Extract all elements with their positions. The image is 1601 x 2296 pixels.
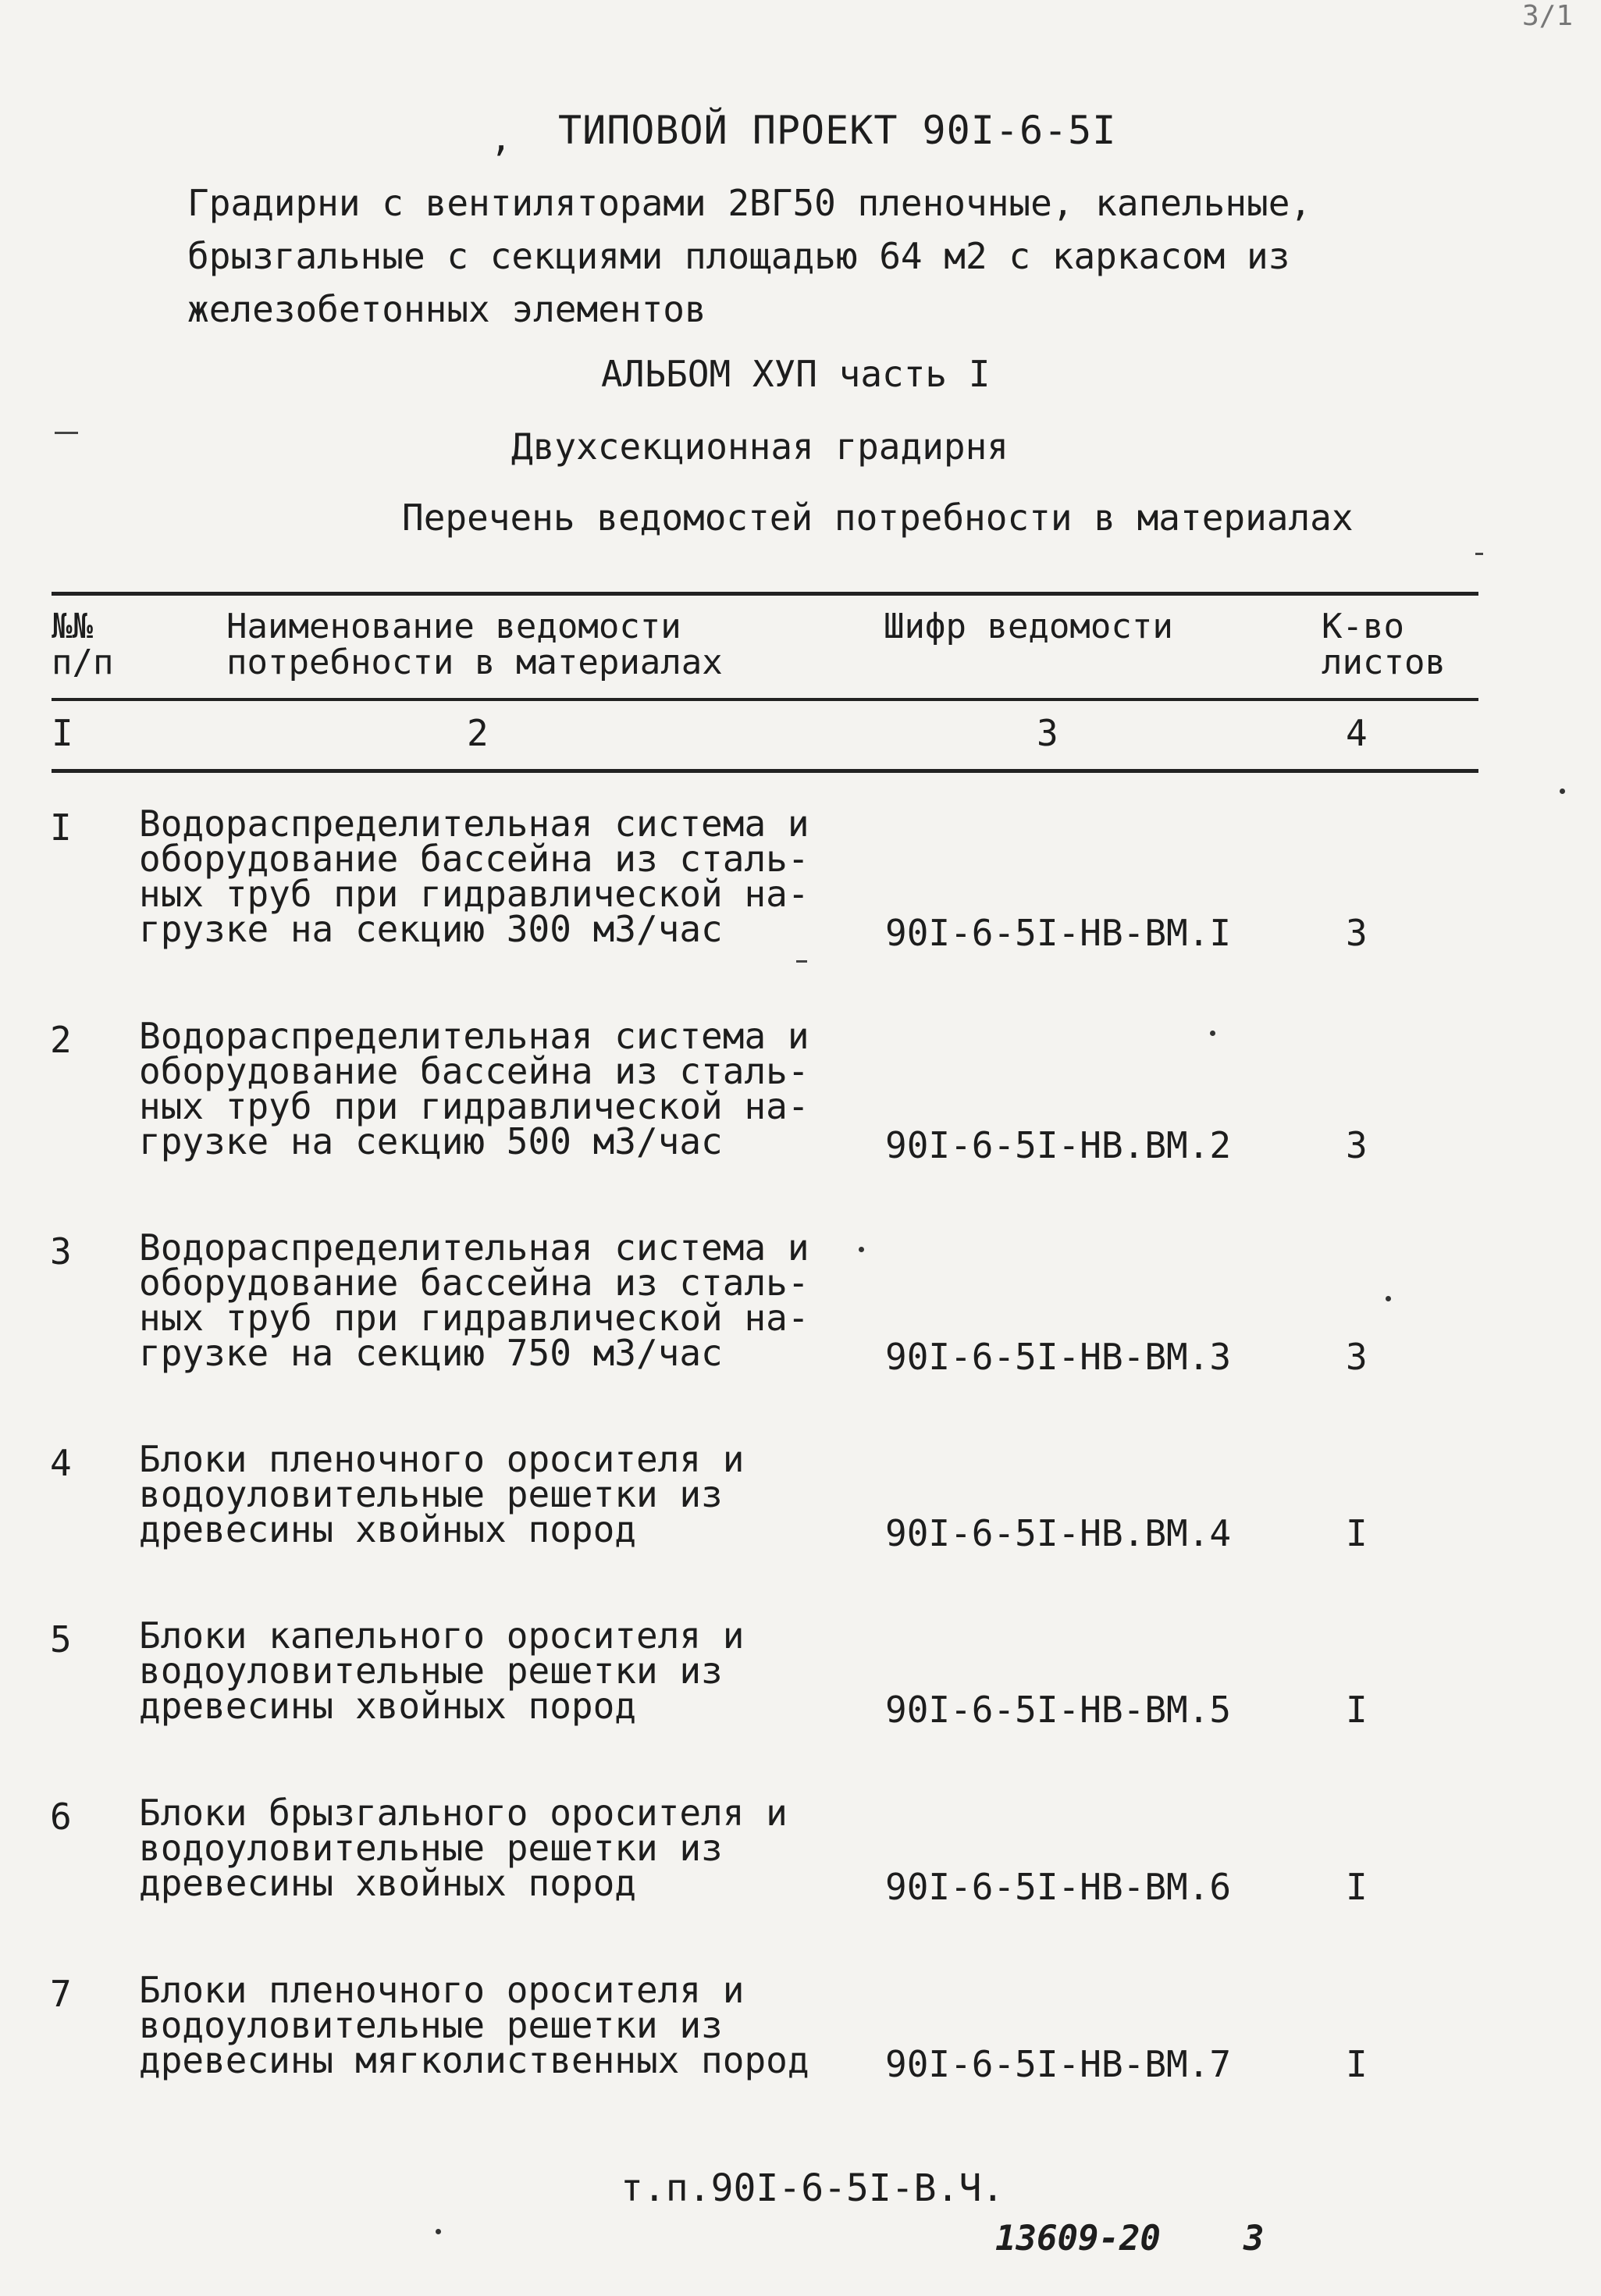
table-row (0, 1792, 1601, 1999)
row-sheet-count: I (1346, 1512, 1368, 1554)
header-number: №№ п/п (52, 607, 114, 682)
row-sheet-count: 3 (1346, 1336, 1368, 1378)
row-number: 4 (50, 1442, 72, 1484)
row-name: Водораспределительная система и оборудование бассейна из сталь- ных труб при гидравлической на- грузке на секцию 750 м3/час (139, 1226, 809, 1374)
row-number: 2 (50, 1019, 72, 1061)
row-code: 90I-6-5I-НВ.ВМ.2 (885, 1124, 1232, 1166)
row-name: Блоки пленочного оросителя и водоуловительные решетки из древесины мягколиственных пород (139, 1969, 809, 2081)
row-code: 90I-6-5I-НВ.ВМ.4 (885, 1512, 1232, 1554)
header-name: Наименование ведомости потребности в материалах (226, 607, 723, 682)
scan-speck (436, 2229, 441, 2234)
scan-mark (796, 960, 807, 963)
table-row (0, 1015, 1601, 1222)
table-top-rule (52, 592, 1478, 596)
album-label: АЛЬБОМ ХУП часть I (601, 353, 991, 395)
document-subtitle: Градирни с вентиляторами 2ВГ50 пленочные, капельные, брызгальные с секциями площадью 64 м2 с каркасом из железобетонных элементов (187, 182, 1312, 330)
header-bottom-rule (52, 698, 1478, 701)
row-number: 6 (50, 1796, 72, 1838)
row-code: 90I-6-5I-НВ-ВМ.3 (885, 1336, 1232, 1378)
scan-mark (1475, 553, 1483, 555)
scan-speck (1560, 788, 1565, 794)
column-number-1: I (52, 712, 73, 754)
row-name: Водораспределительная система и оборудование бассейна из сталь- ных труб при гидравлической на- грузке на секцию 500 м3/час (139, 1015, 809, 1162)
row-code: 90I-6-5I-НВ-ВМ.5 (885, 1689, 1232, 1731)
column-numbers-rule (52, 769, 1478, 773)
header-comma: , (490, 117, 512, 159)
corner-mark: 3/1 (1522, 0, 1574, 32)
row-sheet-count: 3 (1346, 1124, 1368, 1166)
list-title: Перечень ведомостей потребности в материалах (402, 497, 1354, 539)
row-code: 90I-6-5I-НВ-ВМ.I (885, 912, 1232, 954)
row-number: 3 (50, 1230, 72, 1273)
document-code-footer: т.п.90I-6-5I-В.Ч. (621, 2166, 1005, 2210)
column-number-4: 4 (1346, 712, 1368, 754)
row-sheet-count: I (1346, 1866, 1368, 1908)
scan-speck (1386, 1296, 1391, 1301)
scan-speck (1210, 1031, 1215, 1036)
row-sheet-count: 3 (1346, 912, 1368, 954)
page-number: 3 (1243, 2219, 1265, 2259)
header-code: Шифр ведомости (884, 607, 1173, 646)
scan-mark (55, 432, 78, 434)
column-number-2: 2 (467, 712, 489, 754)
table-row (0, 1614, 1601, 1821)
table-row (0, 1226, 1601, 1433)
row-number: I (50, 806, 72, 849)
row-name: Блоки капельного оросителя и водоуловительные решетки из древесины хвойных пород (139, 1614, 745, 1727)
scan-speck (859, 1247, 864, 1252)
row-name: Водораспределительная система и оборудование бассейна из сталь- ных труб при гидравлической на- грузке на секцию 300 м3/час (139, 803, 809, 950)
document-title: ТИПОВОЙ ПРОЕКТ 90I-6-5I (558, 108, 1117, 153)
table-row (0, 1969, 1601, 2176)
row-number: 5 (50, 1618, 72, 1661)
row-name: Блоки пленочного оросителя и водоуловительные решетки из древесины хвойных пород (139, 1438, 745, 1550)
row-name: Блоки брызгального оросителя и водоуловительные решетки из древесины хвойных пород (139, 1792, 788, 1904)
column-number-3: 3 (1037, 712, 1058, 754)
row-code: 90I-6-5I-НВ-ВМ.6 (885, 1866, 1232, 1908)
table-row (0, 803, 1601, 1009)
row-number: 7 (50, 1973, 72, 2015)
header-sheet-count: К-во листов (1322, 607, 1446, 682)
row-code: 90I-6-5I-НВ-ВМ.7 (885, 2043, 1232, 2085)
inventory-stamp: 13609-20 (995, 2219, 1161, 2259)
row-sheet-count: I (1346, 2043, 1368, 2085)
section-title: Двухсекционная градирня (511, 425, 1009, 468)
row-sheet-count: I (1346, 1689, 1368, 1731)
